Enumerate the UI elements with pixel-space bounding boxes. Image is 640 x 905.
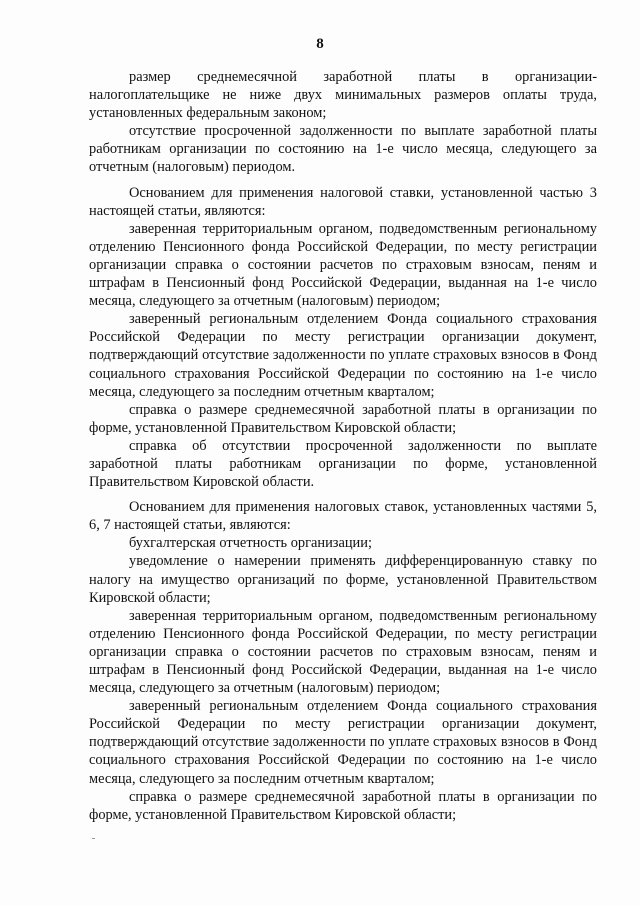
paragraph-3: Основанием для применения налоговой ставки, установленной частью 3 настоящей статьи, являются:: [89, 184, 597, 219]
paragraph-5: заверенный региональным отделением Фонда социального страхования Российской Федерации по месту регистрации организации документ, подтверждающий отсутствие задолженности по уплате страховых взносов в Фонд социального страхования Российской Федерации по состоянию на 1-е число месяца, следующего за последним отчетным кварталом;: [89, 311, 597, 400]
page-number: 8: [316, 36, 324, 52]
paragraph-7: справка об отсутствии просроченной задолженности по выплате заработной платы работникам организации по форме, установленной Правительством Кировской области.: [89, 437, 597, 491]
paragraph-8: Основанием для применения налоговых ставок, установленных частями 5, 6, 7 настоящей статьи, являются:: [89, 499, 597, 534]
paragraph-9: бухгалтерская отчетность организации;: [129, 535, 372, 552]
paragraph-4: заверенная территориальным органом, подведомственным региональному отделению Пенсионного фонда Российской Федерации, по месту регистрации организации справка о состоянии расчетов по страховым взносам, пеням и штрафам в Пенсионный фонд Российской Федерации, выданная на 1-е число месяца, следующего за отчетным (налоговым) периодом;: [89, 220, 597, 310]
paragraph-13: справка о размере среднемесячной заработной платы в организации по форме, установленной Правительством Кировской области;: [89, 788, 597, 823]
scan-mark: [92, 838, 95, 839]
paragraph-10: уведомление о намерении применять дифференцированную ставку по налогу на имущество организаций по форме, установленной Правительством Кировской области;: [89, 553, 597, 606]
paragraph-11: заверенная территориальным органом, подведомственным региональному отделению Пенсионного фонда Российской Федерации, по месту регистрации организации справка о состоянии расчетов по страховым взносам, пеням и штрафам в Пенсионный фонд Российской Федерации, выданная на 1-е число месяца, следующего за отчетным (налоговым) периодом;: [89, 607, 597, 697]
paragraph-12: заверенный региональным отделением Фонда социального страхования Российской Федерации по месту регистрации организации документ, подтверждающий отсутствие задолженности по уплате страховых взносов в Фонд социального страхования Российской Федерации по состоянию на 1-е число месяца, следующего за последним отчетным кварталом;: [89, 698, 597, 787]
document-body: [89, 68, 597, 824]
paragraph-6: справка о размере среднемесячной заработной платы в организации по форме, установленной Правительством Кировской области;: [89, 401, 597, 436]
paragraph-2: отсутствие просроченной задолженности по выплате заработной платы работникам организации по состоянию на 1-е число месяца, следующего за отчетным (налоговым) периодом.: [89, 123, 597, 176]
paragraph-1: размер среднемесячной заработной платы в организации-налогоплательщике не ниже двух минимальных размеров оплаты труда, установленных федеральным законом;: [89, 69, 597, 122]
